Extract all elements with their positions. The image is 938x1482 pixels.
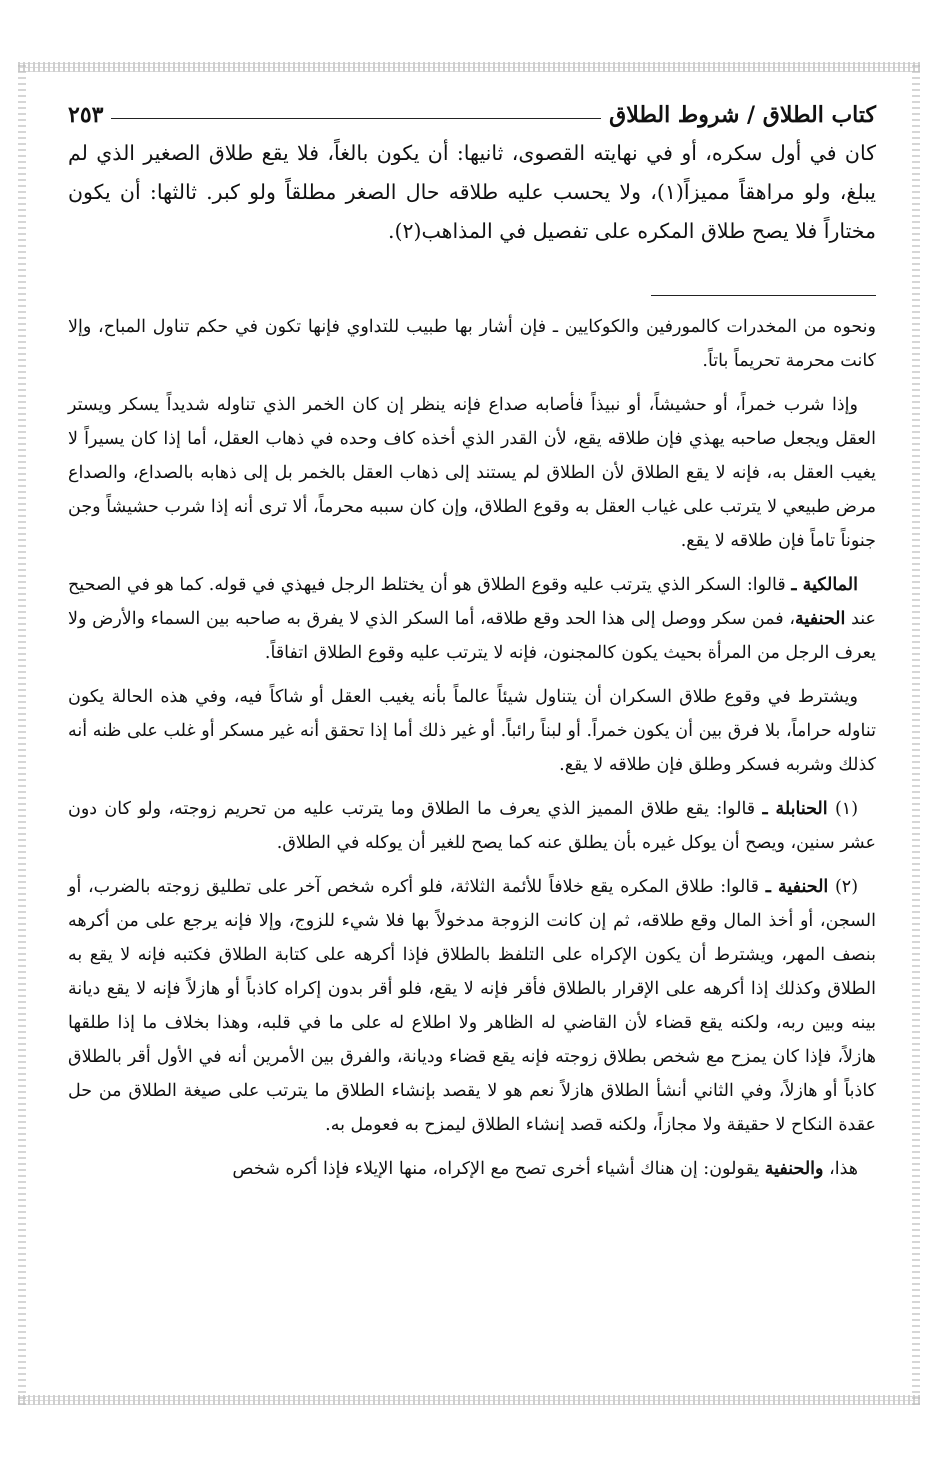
school-label: الحنفية ـ (765, 877, 829, 897)
footnote-text: قالوا: يقع طلاق المميز الذي يعرف ما الطلاق وما يترتب عليه من تحريم زوجته، ولو كان دون عشر سنين، ويصح أن يوكل غيره بأن يطلق عنه كما يصح للغير أن يوكله في الطلاق. (68, 799, 876, 853)
footnote-1 (68, 792, 876, 860)
footnote-paragraph: ويشترط في وقوع طلاق السكران أن يتناول شيئاً عالماً بأنه يغيب العقل أو شاكاً فيه، وفي هذه الحالة يكون تناوله حراماً، بلا فرق بين أن يكون خمراً. أو لبناً رائباً. أو غير ذلك أما إذا تحقق أنه غير مسكر أو غلب على ظنه أنه كذلك وشربه فسكر وطلق فإن طلاقه لا يقع. (68, 687, 876, 775)
chapter-title: كتاب الطلاق / شروط الطلاق (609, 102, 876, 128)
ornamental-border-right (912, 62, 920, 1405)
ornamental-border-left (18, 62, 26, 1405)
school-label: والحنفية (764, 1159, 824, 1179)
footnote-paragraph-last (68, 1152, 876, 1186)
school-label: الحنفية (795, 609, 846, 629)
footnote-text: ، فمن سكر ووصل إلى هذا الحد وقع طلاقه، أما السكر الذي لا يفرق به صاحبه بين السماء والأرض ولا يعرف الرجل من المرأة بحيث يكون كالمجنون، فإنه لا يترتب عليه وقوع الطلاق اتفاقاً. (68, 609, 876, 663)
footnote-paragraph: وإذا شرب خمراً، أو حشيشاً، أو نبيذاً فأصابه صداع فإنه ينظر إن كان الخمر الذي تناوله شديداً يسكر ويستر العقل ويجعل صاحبه يهذي فإن طلاقه يقع، لأن القدر الذي أخذه كاف وحده في ذهاب العقل، أما إذا كان يسيراً لا يغيب العقل به، فإنه لا يقع الطلاق لأن الطلاق لم يستند إلى ذهاب العقل بالخمر بل إلى ذهابه بالصداع، والصداع مرض طبيعي لا يترتب على غياب العقل به وقوع الطلاق، وإن كان سببه محرماً، ألا ترى أنه إذا شرب حشيشاً وجن جنوناً تاماً فإن طلاقه لا يقع. (68, 395, 876, 551)
footnote-number: (٢) (828, 877, 859, 897)
footnote-separator (651, 295, 876, 296)
footnote-number: (١) (827, 799, 859, 819)
footnote-text: هذا، (823, 1159, 858, 1179)
footnote-text: قالوا: طلاق المكره يقع خلافاً للأئمة الثلاثة، فلو أكره شخص آخر على تطليق زوجته بالضرب، أو السجن، أو أخذ المال وقع طلاقه، ثم إن كانت الزوجة مدخولاً بها فلا شيء للزوج، وإلا فإنه يرجع على من أكرهه بنصف المهر، ويشترط أن يكون الإكراه على التلفظ بالطلاق فإذا أكرهه على كتابة الطلاق فكتبه فإنه لا يقع به الطلاق وكذلك إذا أكرهه على الإقرار بالطلاق فأقر فإنه لا يقع، فلو أقر بدون إكراه كاذباً أو هازلاً فإنه لا يقع ديانة بينه وبين ربه، ولكنه يقع قضاء لأن القاضي له الظاهر ولا اطلاع له على ما في قلبه، وهذا بخلاف ما إذا طلقها هازلاً، فإذا كان يمزح مع شخص بطلاق زوجته فإنه يقع قضاء وديانة، والفرق بين الأمرين أنه في الأول أقر بالطلاق كاذباً أو هازلاً، وفي الثاني أنشأ الطلاق هازلاً نعم هو لا يقصد بإنشاء الطلاق ما يترتب على صيغة الطلاق من حل عقدة النكاح لا حقيقة ولا مجازاً، ولكنه قصد إنشاء الطلاق ليمزح به فعومل به. (68, 877, 876, 1135)
running-header (68, 88, 876, 128)
footnote-text: يقولون: إن هناك أشياء أخرى تصح مع الإكراه، منها الإيلاء فإذا أكره شخص (232, 1159, 765, 1179)
footnote-text: قالوا: السكر الذي يترتب عليه وقوع الطلاق هو أن يختلط الرجل فيهذي في قوله. كما هو في الصحيح عند (68, 575, 876, 629)
footnote-paragraph-malikiyya (68, 568, 876, 670)
main-paragraph: كان في أول سكره، أو في نهايته القصوى، ثانيها: أن يكون بالغاً، فلا يقع طلاق الصغير الذي لم يبلغ، ولو مراهقاً مميزاً(١)، ولا يحسب عليه طلاقه حال الصغر مطلقاً ولو كبر. ثالثها: أن يكون مختاراً فلا يصح طلاق المكره على تفصيل في المذاهب(٢). (68, 141, 876, 243)
ornamental-border-top (18, 62, 920, 72)
header-rule (111, 118, 601, 119)
footnotes-section (68, 310, 876, 1186)
ornamental-border-bottom (18, 1395, 920, 1405)
book-page (68, 88, 876, 1196)
footnote-continuation: ونحوه من المخدرات كالمورفين والكوكايين ـ فإن أشار بها طبيب للتداوي فإنها تكون في حكم تناول المباح، وإلا كانت محرمة تحريماً باتاً. (68, 317, 876, 371)
page-number: ٢٥٣ (68, 102, 104, 128)
school-label: الحنابلة ـ (762, 799, 828, 819)
footnote-2 (68, 870, 876, 1142)
main-text (68, 134, 876, 251)
school-label: المالكية ـ (791, 575, 858, 595)
